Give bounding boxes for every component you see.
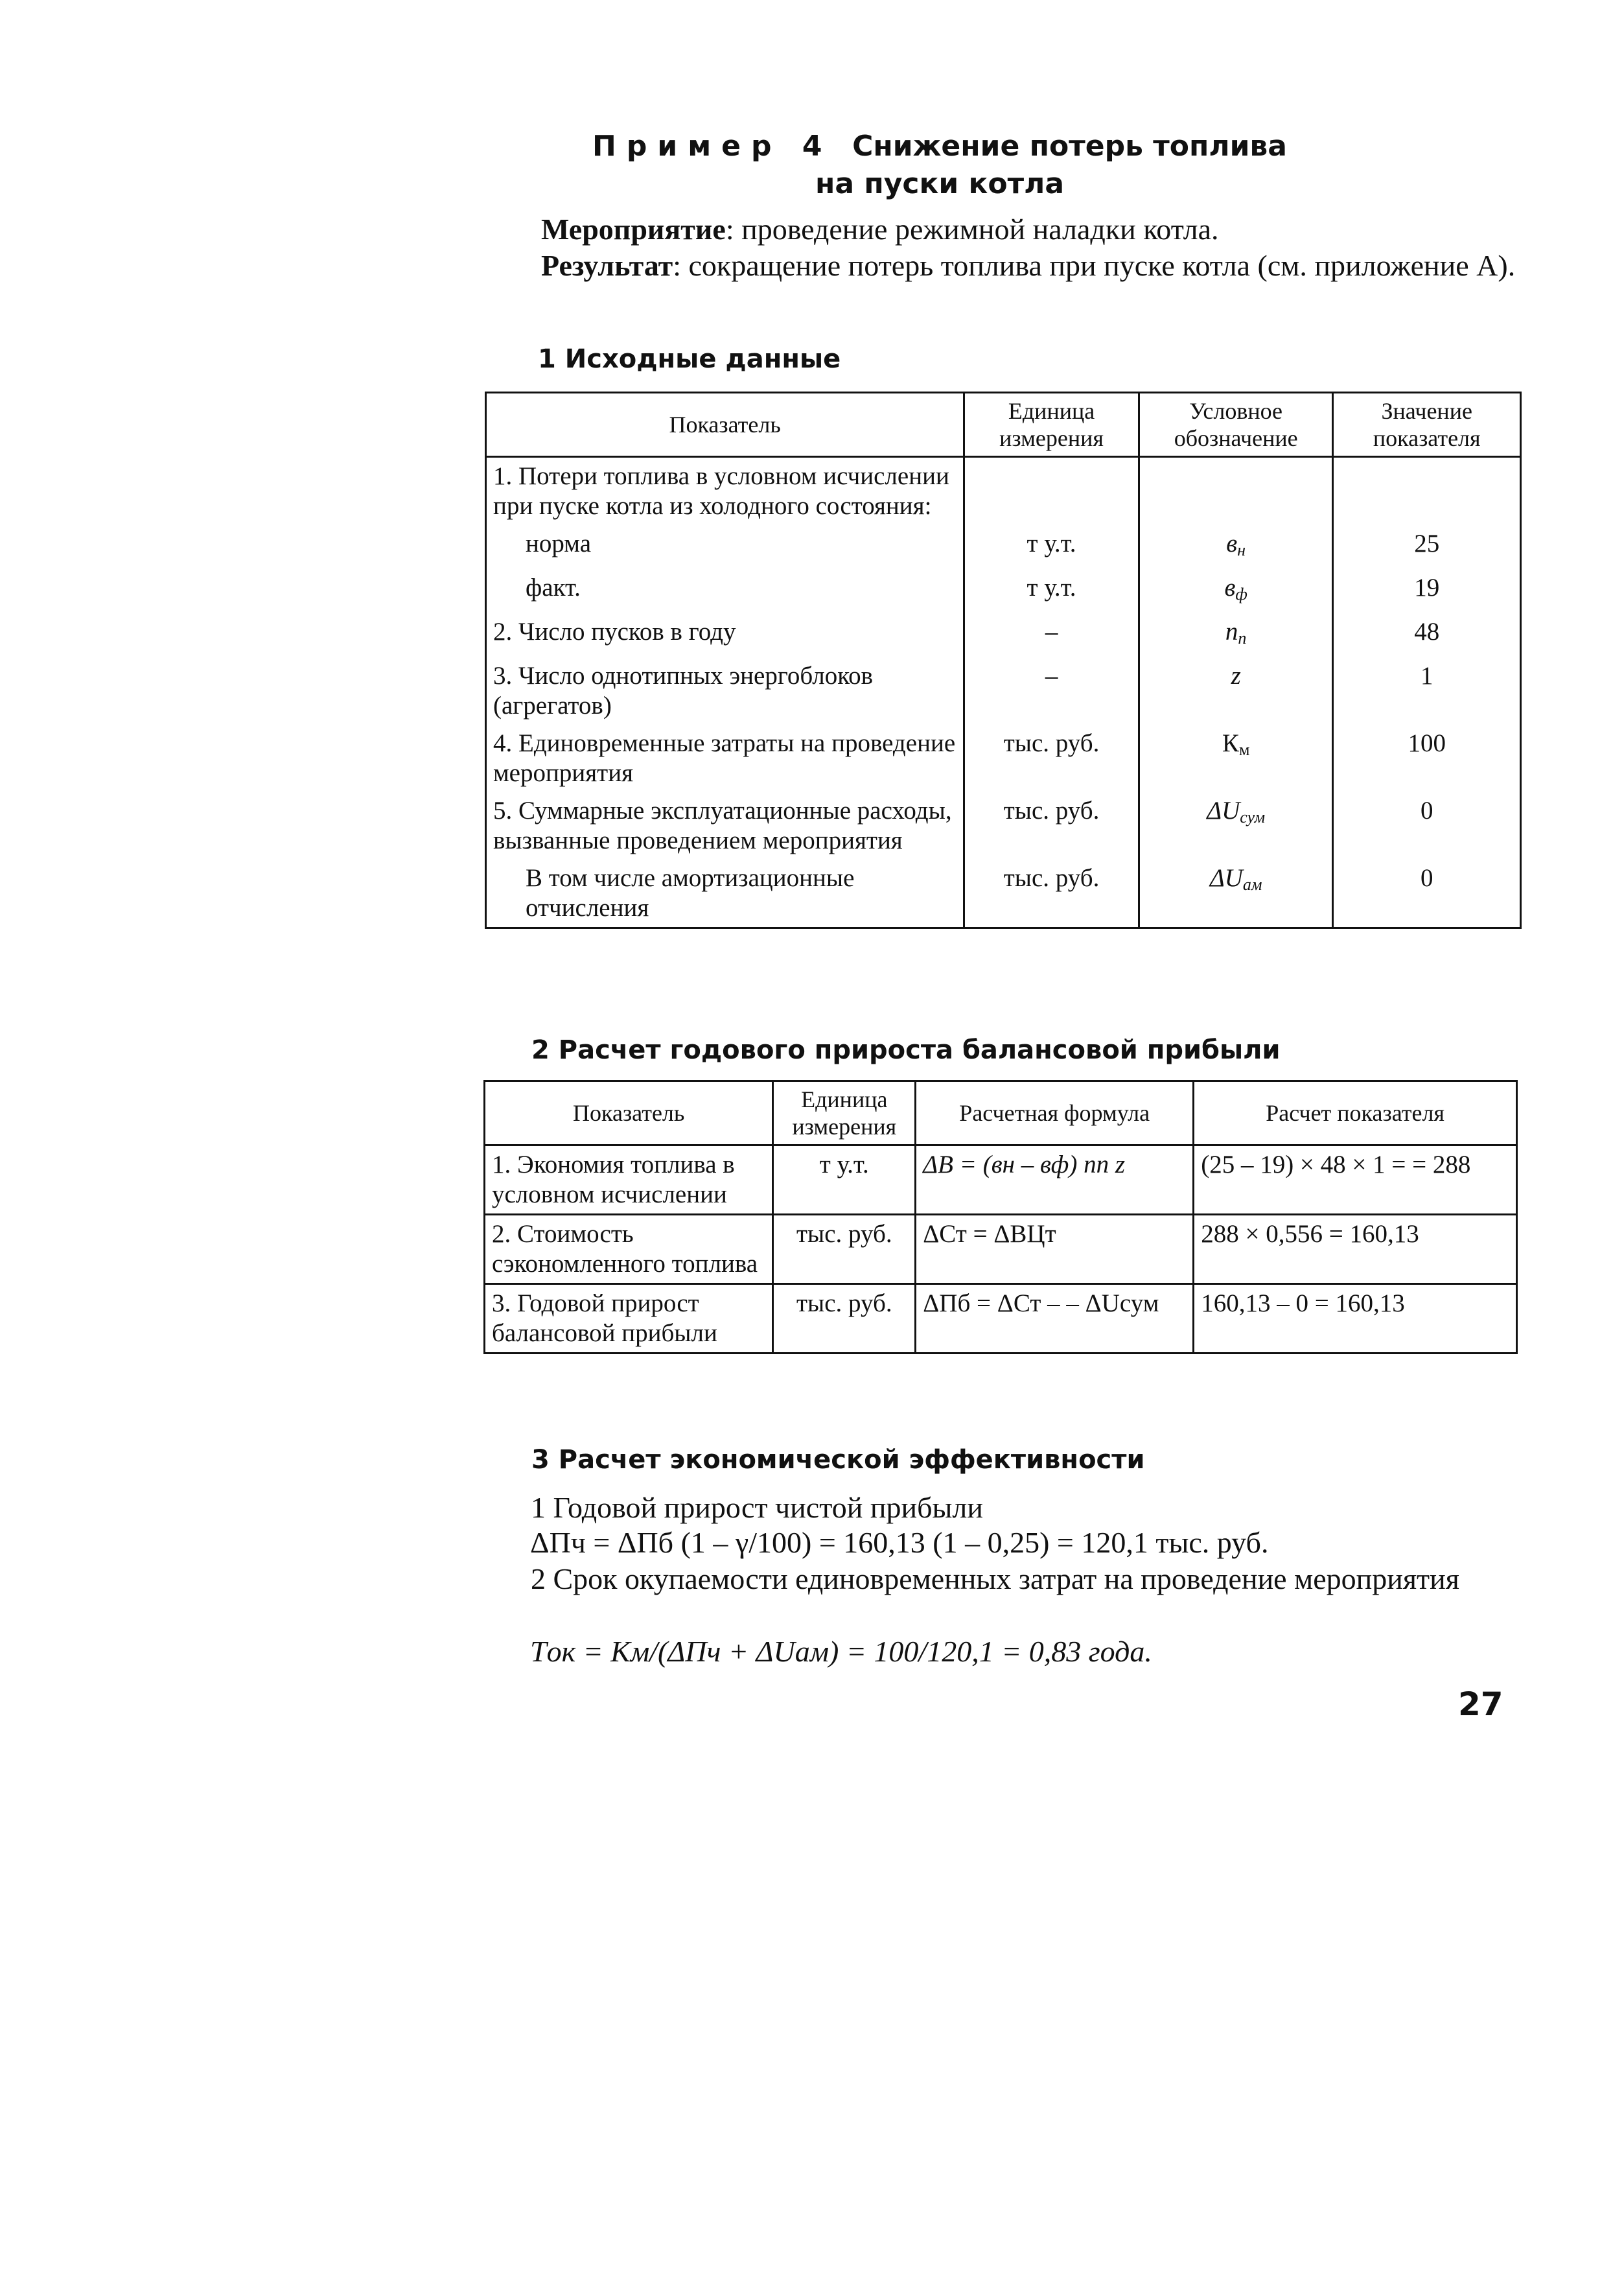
row-label: 5. Суммарные эксплуатационные расходы, вызванные проведением мероприятия	[486, 792, 964, 860]
row-symbol: z	[1139, 657, 1333, 725]
header-indicator: Показатель	[486, 393, 964, 457]
table-row	[486, 569, 1521, 613]
row-symbol: $\Delta U_{сум}$	[1139, 792, 1333, 860]
row-unit: –	[964, 657, 1139, 725]
table-row	[485, 1215, 1517, 1284]
item2-text: 2 Срок окупаемости единовременных затрат на проведение мероприятия	[531, 1562, 1459, 1595]
row-value: 0	[1333, 792, 1521, 860]
table-row	[485, 1284, 1517, 1353]
row-value: 0	[1333, 860, 1521, 928]
title-line-2: на пуски котла	[815, 167, 1065, 200]
row-formula: ΔПб = ΔСт – – ΔUсум	[916, 1284, 1194, 1353]
example-prefix: Пример 4	[592, 130, 833, 163]
header-unit: Единица измерения	[773, 1081, 916, 1145]
header-indicator: Показатель	[485, 1081, 773, 1145]
initial-data-table	[485, 392, 1522, 929]
row-unit: тыс. руб.	[773, 1284, 916, 1353]
row-value: 25	[1333, 525, 1521, 569]
row-symbol: $К_м$	[1139, 725, 1333, 792]
result-text: : сокращение потерь топлива при пуске котла (см. приложение А).	[673, 249, 1516, 282]
row-label: В том числе амортизационные отчисления	[486, 860, 964, 928]
row-symbol: $\Delta U_{ам}$	[1139, 860, 1333, 928]
measure-text: : проведение режимной наладки котла.	[725, 213, 1219, 246]
row-unit: тыс. руб.	[964, 792, 1139, 860]
row-unit: тыс. руб.	[964, 725, 1139, 792]
table-row	[486, 792, 1521, 860]
row-unit: т у.т.	[964, 569, 1139, 613]
row-label: 3. Годовой прирост балансовой прибыли	[485, 1284, 773, 1353]
table-header-row	[486, 393, 1521, 457]
row-unit: –	[964, 613, 1139, 657]
section2-heading: 2 Расчет годового прироста балансовой прибыли	[531, 1035, 1281, 1065]
row-label: 1. Экономия топлива в условном исчислении	[485, 1145, 773, 1215]
row-symbol: $в_ф$	[1139, 569, 1333, 613]
net-profit-formula: ΔПч = ΔПб (1 – γ/100) = 160,13 (1 – 0,25) = 120,1 тыс. руб.	[530, 1526, 1269, 1559]
measure-label: Мероприятие	[541, 213, 726, 246]
row-unit: т у.т.	[773, 1145, 916, 1215]
profit-calc-table	[483, 1080, 1518, 1354]
header-unit: Единица измерения	[964, 393, 1139, 457]
table-row	[486, 525, 1521, 569]
row-calc: 160,13 – 0 = 160,13	[1194, 1284, 1517, 1353]
table-row	[486, 860, 1521, 928]
result-label: Результат	[541, 249, 673, 282]
row-formula: ΔСт = ΔBЦт	[916, 1215, 1194, 1284]
row-label: 4. Единовременные затраты на проведение мероприятия	[486, 725, 964, 792]
result-paragraph	[483, 248, 1520, 284]
page-number: 27	[1458, 1685, 1503, 1723]
row-label: факт.	[486, 569, 964, 613]
row-formula: ΔB = (вн – вф) nп z	[916, 1145, 1194, 1215]
row-value: 19	[1333, 569, 1521, 613]
row-value: 48	[1333, 613, 1521, 657]
section3-heading: 3 Расчет экономической эффективности	[531, 1445, 1145, 1475]
header-value: Значение показателя	[1333, 393, 1521, 457]
row-symbol: $n_п$	[1139, 613, 1333, 657]
table-row	[486, 613, 1521, 657]
row-label: норма	[486, 525, 964, 569]
table-row	[485, 1145, 1517, 1215]
row-label: 2. Стоимость сэкономленного топлива	[485, 1215, 773, 1284]
row-value: 1	[1333, 657, 1521, 725]
row-calc: 288 × 0,556 = 160,13	[1194, 1215, 1517, 1284]
page-title	[493, 128, 1387, 165]
row-label: 3. Число однотипных энергоблоков (агрегатов)	[486, 657, 964, 725]
header-formula: Расчетная формула	[916, 1081, 1194, 1145]
item1-text: 1 Годовой прирост чистой прибыли	[531, 1491, 983, 1524]
row-calc: (25 – 19) × 48 × 1 = = 288	[1194, 1145, 1517, 1215]
row-unit: тыс. руб.	[773, 1215, 916, 1284]
header-symbol: Условное обозначение	[1139, 393, 1333, 457]
title-line-1: Снижение потерь топлива	[852, 130, 1287, 163]
section1-heading: 1 Исходные данные	[538, 344, 841, 374]
row-unit: тыс. руб.	[964, 860, 1139, 928]
header-calc: Расчет показателя	[1194, 1081, 1517, 1145]
row-unit: т у.т.	[964, 525, 1139, 569]
row-value: 100	[1333, 725, 1521, 792]
table-row	[486, 657, 1521, 725]
row-symbol: $в_н$	[1139, 525, 1333, 569]
payback-formula: Tок = Kм/(ΔПч + ΔUам) = 100/120,1 = 0,83 года.	[530, 1635, 1152, 1668]
row-label: 2. Число пусков в году	[486, 613, 964, 657]
table-header-row	[485, 1081, 1517, 1145]
table-row	[486, 725, 1521, 792]
table-row	[486, 457, 1521, 526]
row-label: 1. Потери топлива в условном исчислении при пуске котла из холодного состояния:	[486, 457, 964, 526]
measure-paragraph	[483, 211, 1520, 248]
